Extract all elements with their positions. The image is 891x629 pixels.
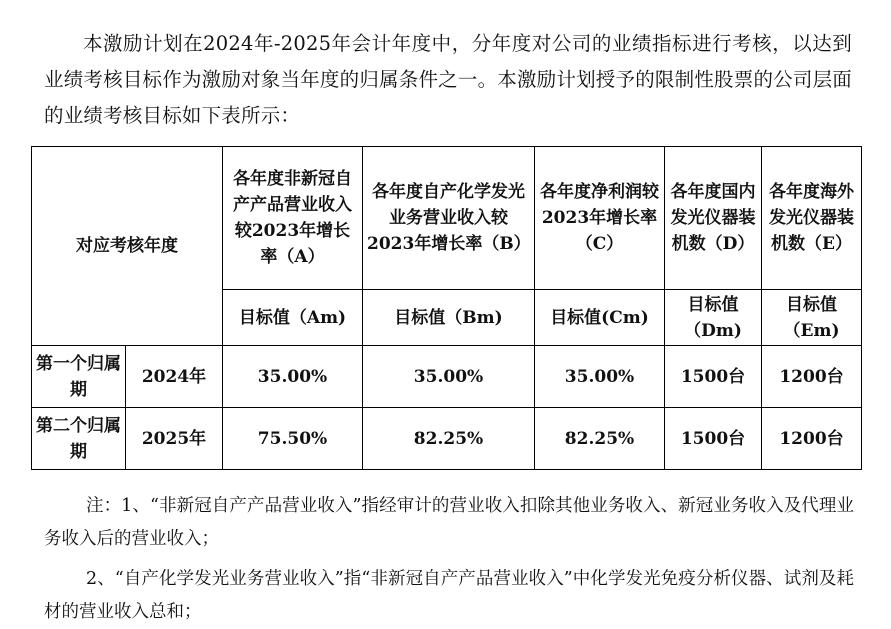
target-header-e: 目标值（Em) [762,290,862,346]
footnote-1: 注：1、“非新冠自产产品营业收入”指经审计的营业收入扣除其他业务收入、新冠业务收入及代理业务收入后的营业收入； [44,495,854,549]
table-row [32,346,862,408]
value-b: 35.00% [363,346,535,408]
value-d: 1500台 [665,408,762,470]
value-d: 1500台 [665,346,762,408]
table-row [32,408,862,470]
year-label: 2025年 [126,408,223,470]
column-header-a: 各年度非新冠自产产品营业收入较2023年增长率（A） [223,147,363,290]
value-a: 75.50% [223,408,363,470]
period-label: 第一个归属期 [32,346,126,408]
value-e: 1200台 [762,408,862,470]
intro-paragraph: 本激励计划在2024年-2025年会计年度中，分年度对公司的业绩指标进行考核，以达到业绩考核目标作为激励对象当年度的归属条件之一。本激励计划授予的限制性股票的公司层面的业绩考核目标如下表所示： [44,31,852,127]
column-header-e: 各年度海外发光仪器装机数（E） [762,147,862,290]
target-header-d: 目标值（Dm) [665,290,762,346]
footnote-2: 2、“自产化学发光业务营业收入”指“非新冠自产产品营业收入”中化学发光免疫分析仪器、试剂及耗材的营业收入总和； [44,568,854,622]
value-b: 82.25% [363,408,535,470]
target-header-c: 目标值(Cm) [535,290,665,346]
performance-target-table [31,146,862,470]
year-label: 2024年 [126,346,223,408]
target-header-b: 目标值（Bm) [363,290,535,346]
year-header: 对应考核年度 [32,147,223,346]
value-a: 35.00% [223,346,363,408]
value-c: 35.00% [535,346,665,408]
target-header-a: 目标值（Am) [223,290,363,346]
value-c: 82.25% [535,408,665,470]
column-header-d: 各年度国内发光仪器装机数（D） [665,147,762,290]
value-e: 1200台 [762,346,862,408]
column-header-b: 各年度自产化学发光业务营业收入较2023年增长率（B） [363,147,535,290]
table-header-row [32,147,862,290]
column-header-c: 各年度净利润较2023年增长率（C） [535,147,665,290]
period-label: 第二个归属期 [32,408,126,470]
